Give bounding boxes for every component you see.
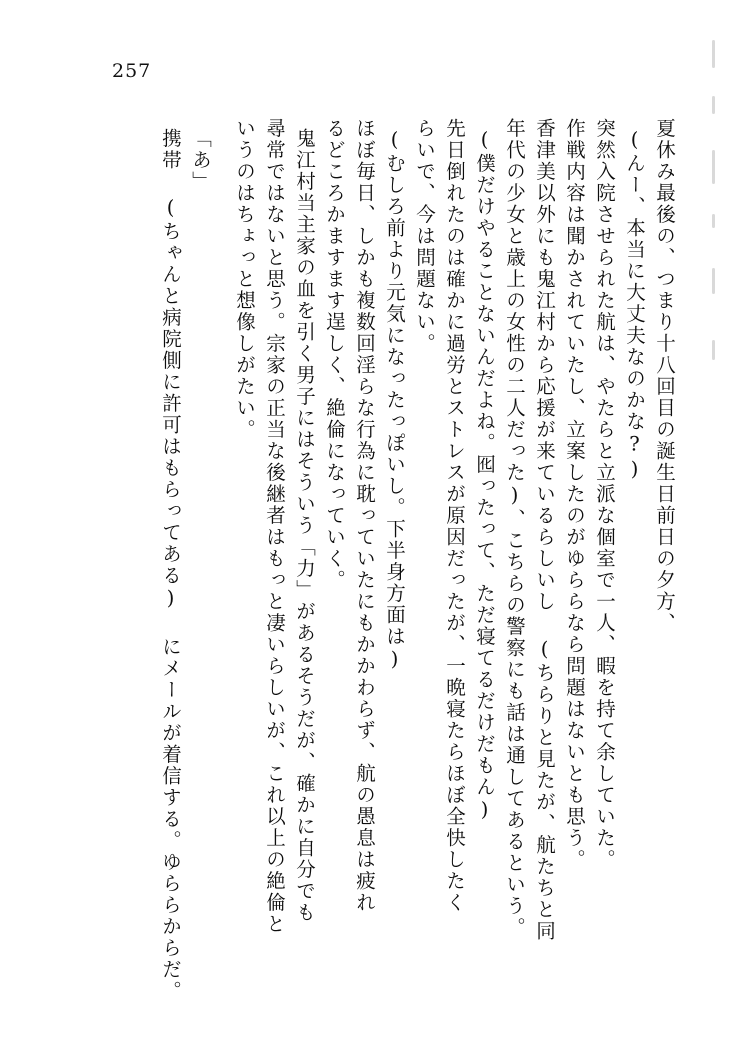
text-line: 「あ」 (189, 128, 212, 193)
text-line: 先日倒れたのは確かに過労とストレスが原因だったが、一晩寝たらほぼ全快したく (443, 118, 466, 914)
text-line: らいで、今は問題ない。 (413, 118, 436, 355)
text-line: (んー、本当に大丈夫なのかな?) (623, 128, 646, 483)
text-line: 突然入院させられた航は、やたらと立派な個室で一人、暇を持て余していた。 (593, 118, 616, 871)
page-number: 257 (112, 60, 152, 82)
text-line: 作戦内容は聞かされていたし、立案したのがゆららなら問題はないとも思う。 (563, 118, 586, 871)
text-line: (むしろ前より元気になったっぽいし。下半身方面は) (383, 128, 406, 673)
text-line: (僕だけやることないんだよね。囮ったって、ただ寝てるだけだもん) (473, 128, 496, 823)
text-line: ほぼ毎日、しかも複数回淫らな行為に耽っていたにもかかわらず、航の愚息は疲れ (353, 118, 376, 914)
text-line: いうのはちょっと想像しがたい。 (233, 118, 256, 441)
paragraph-gap (210, 118, 224, 119)
text-line: 携帯 (ちゃんと病院側に許可はもらってある) にメールが着信する。ゆららからだ。 (159, 128, 182, 1002)
scan-edge-marks (712, 0, 730, 1038)
text-line: 鬼江村当主家の血を引く男子にはそういう「力」があるそうだが、確かに自分でも (293, 128, 316, 924)
text-line: 年代の少女と歳上の女性の二人だった)、こちらの警察にも話は通してあるという。 (503, 118, 526, 939)
text-line: 尋常ではないと思う。宗家の正当な後継者はもっと凄いらしいが、これ以上の絶倫と (263, 118, 286, 935)
text-line: るどころかますます逞しく、絶倫になっていく。 (323, 118, 346, 591)
text-line: 香津美以外にも鬼江村から応援が来ているらしいし (ちらりと見たが、航たちと同 (533, 118, 556, 942)
text-line: 夏休み最後の、つまり十八回目の誕生日前日の夕方、 (653, 118, 676, 634)
vertical-text-body (104, 118, 676, 1002)
